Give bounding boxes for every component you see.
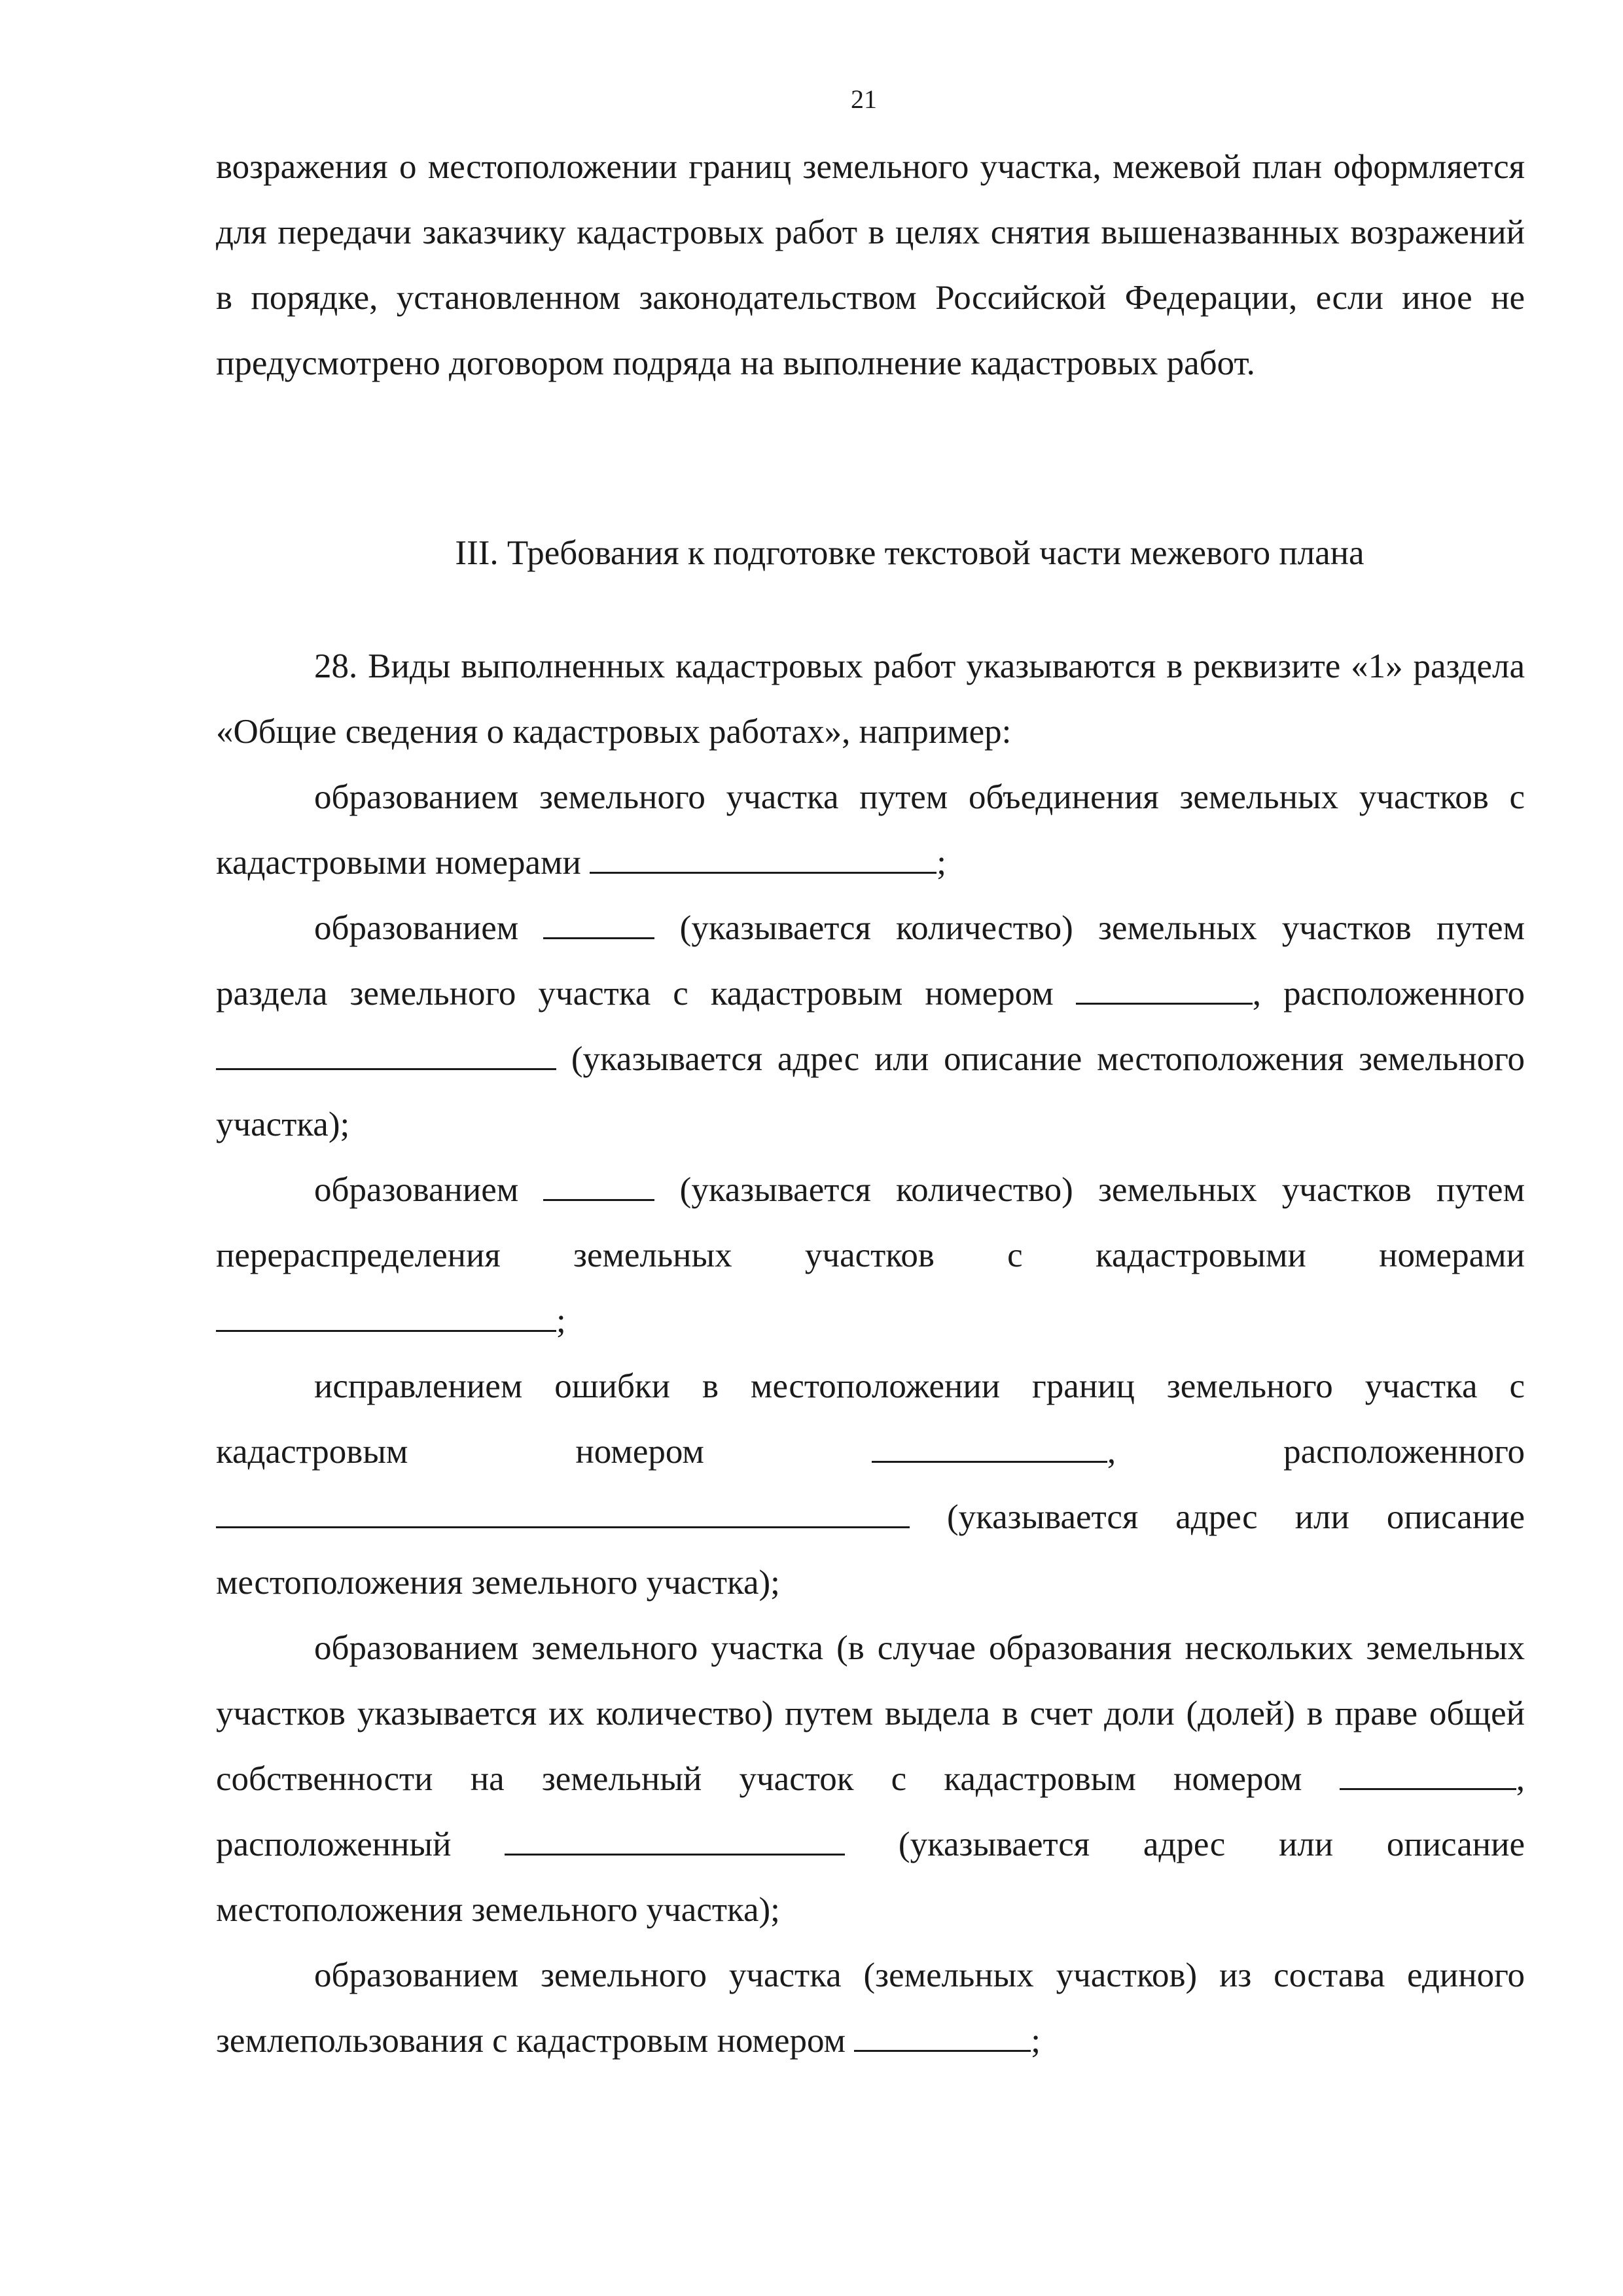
example-share-allocation bbox=[216, 1615, 1525, 1943]
example-redistribution-text: (указывается количество) земельных участков путем перераспределения земельных участков с кадастровыми номерами bbox=[216, 1171, 1525, 1274]
address-blank bbox=[216, 1495, 910, 1528]
example-share-allocation-address-note: (указывается адрес или описание местоположения земельного участка); bbox=[216, 1825, 1525, 1929]
example-division-address-note: (указывается адрес или описание местоположения земельного участка); bbox=[216, 1040, 1525, 1143]
cadastral-number-blank bbox=[854, 2018, 1031, 2052]
example-error-correction-located: , расположенного bbox=[1107, 1433, 1525, 1471]
example-error-correction-address-note: (указывается адрес или описание местоположения земельного участка); bbox=[216, 1498, 1525, 1602]
address-blank bbox=[216, 1037, 556, 1070]
example-share-allocation-located: , расположенный bbox=[216, 1760, 1525, 1863]
address-blank bbox=[505, 1822, 845, 1856]
example-unified-land-use bbox=[216, 1943, 1525, 2073]
example-division-lead: образованием bbox=[314, 909, 519, 947]
body-text-top bbox=[216, 134, 1525, 396]
semicolon: ; bbox=[936, 844, 946, 882]
cadastral-numbers-blank bbox=[216, 1299, 556, 1332]
example-share-allocation-text: образованием земельного участка (в случае образования нескольких земельных участков указывается их количество) путем выдела в счет доли (долей) в праве общей собственности на земельный участок с кадастровым номером bbox=[216, 1629, 1525, 1798]
example-merge bbox=[216, 764, 1525, 895]
clause-28-block bbox=[216, 634, 1525, 2073]
example-division-text: (указывается количество) земельных участков путем раздела земельного участка с кадастровым номером bbox=[216, 909, 1525, 1013]
quantity-blank bbox=[543, 1168, 654, 1201]
cadastral-number-blank bbox=[1340, 1757, 1516, 1790]
continuation-paragraph: возражения о местоположении границ земельного участка, межевой план оформляется для передачи заказчику кадастровых работ в целях снятия вышеназванных возражений в порядке, установленном законодательством Российской Федерации, если иное не предусмотрено договором подряда на выполнение кадастровых работ. bbox=[216, 148, 1525, 382]
example-redistribution-lead: образованием bbox=[314, 1171, 519, 1209]
example-division-located: , расположенного bbox=[1252, 975, 1525, 1013]
clause-28-paragraph: 28. Виды выполненных кадастровых работ указываются в реквизите «1» раздела «Общие сведения о кадастровых работах», например: bbox=[216, 647, 1525, 751]
example-error-correction-text: исправлением ошибки в местоположении границ земельного участка с кадастровым номером bbox=[216, 1367, 1525, 1471]
semicolon: ; bbox=[556, 1302, 566, 1340]
quantity-blank bbox=[543, 906, 654, 939]
example-unified-land-use-text: образованием земельного участка (земельных участков) из состава единого землепользования с кадастровым номером bbox=[216, 1956, 1525, 2060]
cadastral-numbers-blank bbox=[590, 840, 936, 874]
cadastral-number-blank bbox=[872, 1429, 1107, 1463]
section-heading-block bbox=[216, 520, 1525, 586]
example-merge-text: образованием земельного участка путем объединения земельных участков с кадастровыми номерами bbox=[216, 778, 1525, 882]
section-heading: III. Требования к подготовке текстовой части межевого плана bbox=[455, 534, 1364, 572]
example-division bbox=[216, 895, 1525, 1157]
example-error-correction bbox=[216, 1354, 1525, 1615]
example-redistribution bbox=[216, 1157, 1525, 1354]
semicolon: ; bbox=[1031, 2022, 1041, 2060]
cadastral-number-blank bbox=[1076, 971, 1253, 1005]
page-number: 21 bbox=[851, 84, 877, 114]
